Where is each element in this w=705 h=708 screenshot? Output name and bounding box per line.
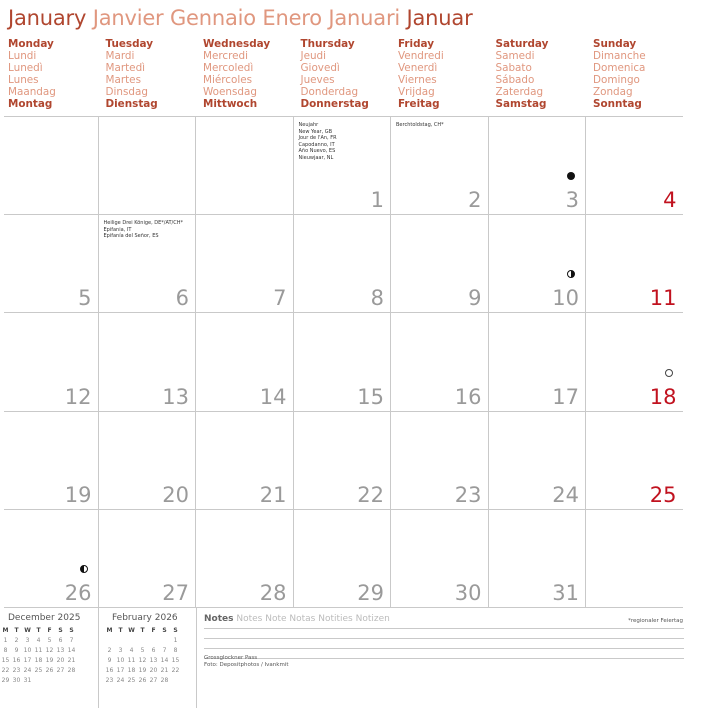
moon-phase-new-icon: [567, 172, 575, 180]
day-number: 21: [259, 482, 287, 507]
weekday-label-it: Martedì: [105, 62, 146, 74]
day-cell-15[interactable]: [293, 312, 391, 410]
weekday-label-nl: Vrijdag: [398, 86, 435, 98]
day-number: 20: [162, 482, 189, 507]
mini-day: 24: [23, 666, 32, 674]
mini-day: [55, 675, 66, 685]
weekday-label-en: Wednesday: [203, 38, 271, 50]
mini-weekday-head: F: [47, 626, 52, 634]
mini-calendar-title: February 2026: [112, 613, 178, 623]
mini-day: 17: [23, 656, 32, 664]
weekday-label-nl: Donderdag: [300, 86, 359, 98]
day-cell-17[interactable]: [488, 312, 586, 410]
mini-day: 11: [127, 656, 136, 664]
holiday-entry: Epifanía del Señor, ES: [103, 233, 159, 240]
mini-calendar-title: December 2025: [8, 613, 81, 623]
day-number: 8: [370, 286, 384, 311]
month-grid: [0, 116, 683, 607]
day-number: 18: [649, 384, 677, 409]
month-title-en: January: [8, 6, 87, 30]
mini-day: 13: [149, 656, 158, 664]
mini-weekday-head: S: [162, 626, 167, 634]
day-number: 1: [370, 188, 384, 213]
mini-day: 16: [12, 656, 21, 664]
day-number: 13: [162, 384, 189, 409]
mini-day: 21: [67, 656, 76, 664]
day-cell-25[interactable]: [585, 411, 683, 509]
mini-day: 25: [34, 666, 43, 674]
day-number: 22: [357, 482, 384, 507]
mini-day: 30: [12, 676, 21, 684]
day-cell-12[interactable]: [0, 312, 98, 410]
empty-day-cell: [195, 116, 293, 214]
day-cell-23[interactable]: [390, 411, 488, 509]
notes-line: [204, 628, 684, 629]
holiday-entry: Año Nuevo, ES: [298, 148, 336, 154]
day-number: 2: [468, 188, 482, 213]
empty-day-cell: [585, 509, 683, 607]
weekday-label-es: Jueves: [300, 74, 335, 86]
weekday-label-nl: Woensdag: [203, 86, 257, 98]
day-number: 17: [552, 384, 579, 409]
weekday-label-de: Mittwoch: [203, 98, 258, 110]
weekday-column-monday: [8, 38, 105, 110]
mini-day: 26: [138, 676, 147, 684]
month-title-de: Januar: [406, 6, 473, 30]
mini-day: 11: [34, 646, 43, 654]
weekday-label-nl: Maandag: [8, 86, 56, 98]
mini-weekday-head: T: [140, 626, 145, 634]
weekday-column-friday: [398, 38, 495, 110]
mini-day: 28: [67, 666, 76, 674]
weekday-label-fr: Samedi: [495, 50, 535, 62]
day-cell-10[interactable]: [488, 214, 586, 312]
photo-credit: [204, 655, 289, 669]
mini-day: 22: [171, 666, 180, 674]
weekday-label-nl: Zaterdag: [495, 86, 544, 98]
weekday-label-de: Freitag: [398, 98, 440, 110]
mini-weekday-head: T: [36, 626, 41, 634]
day-number: 31: [552, 580, 579, 605]
weekday-column-tuesday: [106, 38, 203, 110]
mini-day: 12: [45, 646, 54, 654]
day-cell-16[interactable]: [390, 312, 488, 410]
mini-day: 4: [36, 636, 41, 644]
day-cell-3[interactable]: [488, 116, 586, 214]
weekday-label-de: Sonntag: [593, 98, 642, 110]
day-number: 7: [273, 286, 287, 311]
mini-day: 16: [105, 666, 114, 674]
holiday-list: [396, 122, 444, 129]
mini-day: 8: [3, 646, 8, 654]
mini-day: 29: [1, 676, 10, 684]
mini-calendar-december-2025: [0, 613, 92, 685]
mini-day: 24: [116, 676, 125, 684]
weekday-label-nl: Zondag: [593, 86, 633, 98]
weekday-label-de: Samstag: [495, 98, 547, 110]
holiday-entry: Nieuwjaar, NL: [298, 154, 334, 161]
mini-day: 3: [118, 646, 123, 654]
day-number: 4: [663, 188, 677, 213]
mini-weekday-head: S: [69, 626, 74, 634]
weekday-label-de: Montag: [8, 98, 53, 110]
holiday-entry: New Year, GB: [298, 128, 333, 135]
photo-credit-location: Grossglockner Pass: [204, 655, 258, 661]
mini-day: 14: [67, 646, 76, 654]
day-number: 19: [64, 482, 92, 507]
holiday-entry: Neujahr: [298, 122, 319, 128]
day-number: 5: [78, 286, 92, 311]
mini-day: 5: [140, 646, 145, 654]
day-cell-24[interactable]: [488, 411, 586, 509]
mini-calendar-february-2026: [104, 613, 196, 685]
mini-day: 17: [116, 666, 125, 674]
weekday-column-sunday: [593, 38, 690, 110]
mini-day: 23: [105, 676, 114, 684]
holiday-entry: Jour de l'An, FR: [298, 135, 337, 141]
mini-day: [104, 635, 115, 645]
weekday-label-fr: Mercredi: [203, 50, 249, 62]
weekday-label-en: Monday: [8, 38, 54, 50]
day-cell-2[interactable]: [390, 116, 488, 214]
day-cell-1[interactable]: [293, 116, 391, 214]
mini-day: 22: [1, 666, 10, 674]
day-number: 15: [357, 384, 384, 409]
holiday-list: [104, 220, 184, 240]
notes-area[interactable]: [204, 614, 684, 624]
weekday-label-es: Martes: [105, 74, 141, 86]
mini-day: 8: [173, 646, 178, 654]
mini-weekday-head: S: [173, 626, 178, 634]
mini-calendar-table: [0, 625, 77, 685]
day-cell-8[interactable]: [293, 214, 391, 312]
mini-day: 19: [138, 666, 147, 674]
holiday-entry: Capodanno, IT: [298, 141, 335, 148]
holiday-entry: Heilige Drei Könige, DE*/AT/CH*: [103, 220, 183, 227]
weekday-label-it: Venerdì: [398, 62, 438, 74]
mini-weekday-head: T: [14, 626, 19, 634]
mini-day: 1: [173, 636, 178, 644]
day-cell-18[interactable]: [585, 312, 683, 410]
mini-day: 10: [116, 656, 125, 664]
mini-day: 27: [149, 676, 158, 684]
mini-day: [44, 675, 55, 685]
mini-day: 20: [149, 666, 158, 674]
mini-weekday-head: T: [118, 626, 123, 634]
mini-day: [159, 635, 170, 645]
day-cell-7[interactable]: [195, 214, 293, 312]
notes-title: [204, 614, 684, 624]
day-number: 29: [357, 580, 384, 605]
weekday-label-it: Lunedì: [8, 62, 43, 74]
day-number: 25: [649, 482, 677, 507]
notes-title-translations: Notes Note Notas Notities Notizen: [236, 614, 390, 624]
weekday-header: [0, 38, 705, 116]
day-number: 27: [162, 580, 189, 605]
day-number: 10: [552, 286, 579, 311]
day-cell-14[interactable]: [195, 312, 293, 410]
weekday-label-es: Miércoles: [203, 74, 253, 86]
day-number: 16: [454, 384, 482, 409]
day-number: 28: [259, 580, 287, 605]
day-cell-5[interactable]: [0, 214, 98, 312]
holiday-entry: Epifania, IT: [103, 226, 132, 233]
mini-day: [126, 635, 137, 645]
mini-day: 23: [12, 666, 21, 674]
mini-weekday-head: M: [2, 626, 9, 634]
weekday-label-fr: Vendredi: [398, 50, 444, 62]
weekday-label-es: Sábado: [495, 74, 535, 86]
day-cell-26[interactable]: [0, 509, 98, 607]
mini-day: 4: [129, 646, 134, 654]
weekday-column-wednesday: [203, 38, 300, 110]
mini-weekday-head: F: [151, 626, 156, 634]
mini-day: 15: [1, 656, 10, 664]
day-cell-28[interactable]: [195, 509, 293, 607]
mini-day: 27: [56, 666, 65, 674]
mini-day: 9: [107, 656, 112, 664]
holiday-list: [299, 122, 337, 161]
holiday-entry: Berchtoldstag, CH*: [396, 122, 444, 128]
day-cell-22[interactable]: [293, 411, 391, 509]
day-cell-13[interactable]: [98, 312, 196, 410]
mini-day: 5: [47, 636, 52, 644]
footer-divider: [98, 607, 99, 708]
day-cell-27[interactable]: [98, 509, 196, 607]
weekday-label-en: Thursday: [300, 38, 355, 50]
mini-weekday-head: W: [24, 626, 31, 634]
day-number: 24: [552, 482, 579, 507]
empty-day-cell: [98, 116, 196, 214]
regional-holiday-note: *regionaler Feiertag: [628, 618, 683, 624]
moon-phase-half-last-icon: [80, 565, 88, 573]
mini-day: 10: [23, 646, 32, 654]
weekday-label-en: Saturday: [495, 38, 549, 50]
weekday-label-nl: Dinsdag: [105, 86, 148, 98]
mini-day: [170, 675, 181, 685]
mini-day: 19: [45, 656, 54, 664]
photo-credit-source: Foto: Depositphotos / Ivankmit: [204, 662, 289, 668]
month-title-translations: Janvier Gennaio Enero Januari: [92, 6, 401, 30]
weekday-label-fr: Mardi: [105, 50, 135, 62]
day-cell-11[interactable]: [585, 214, 683, 312]
day-cell-31[interactable]: [488, 509, 586, 607]
mini-day: 3: [25, 636, 30, 644]
mini-calendar-table: [104, 625, 181, 685]
weekday-label-de: Dienstag: [105, 98, 158, 110]
day-number: 11: [649, 286, 677, 311]
weekday-label-es: Domingo: [593, 74, 640, 86]
weekday-label-fr: Dimanche: [593, 50, 646, 62]
weekday-label-it: Giovedì: [300, 62, 340, 74]
day-number: 3: [565, 188, 579, 213]
day-number: 12: [64, 384, 92, 409]
mini-day: 6: [151, 646, 156, 654]
notes-title-main: Notes: [204, 614, 234, 624]
mini-day: 26: [45, 666, 54, 674]
mini-day: 13: [56, 646, 65, 654]
mini-day: 28: [160, 676, 169, 684]
mini-day: 9: [14, 646, 19, 654]
weekday-label-fr: Jeudi: [300, 50, 327, 62]
day-number: 6: [175, 286, 189, 311]
footer-divider: [196, 607, 197, 708]
mini-weekday-head: M: [106, 626, 113, 634]
day-cell-29[interactable]: [293, 509, 391, 607]
day-cell-9[interactable]: [390, 214, 488, 312]
day-number: 30: [454, 580, 482, 605]
mini-day: 7: [69, 636, 74, 644]
weekday-column-thursday: [301, 38, 398, 110]
mini-day: 25: [127, 676, 136, 684]
weekday-label-it: Domenica: [593, 62, 646, 74]
mini-day: 21: [160, 666, 169, 674]
weekday-label-en: Tuesday: [105, 38, 153, 50]
mini-day: 2: [14, 636, 19, 644]
weekday-label-es: Lunes: [8, 74, 39, 86]
moon-phase-half-first-icon: [567, 270, 575, 278]
day-cell-4[interactable]: [585, 116, 683, 214]
mini-day: 18: [127, 666, 136, 674]
mini-day: [148, 635, 159, 645]
mini-day: [66, 675, 77, 685]
weekday-label-en: Friday: [398, 38, 435, 50]
mini-day: 1: [3, 636, 8, 644]
day-number: 14: [259, 384, 287, 409]
weekday-label-de: Donnerstag: [300, 98, 369, 110]
day-cell-30[interactable]: [390, 509, 488, 607]
weekday-label-it: Sabato: [495, 62, 532, 74]
day-number: 9: [468, 286, 482, 311]
day-cell-19[interactable]: [0, 411, 98, 509]
mini-day: 2: [107, 646, 112, 654]
day-cell-21[interactable]: [195, 411, 293, 509]
mini-day: [33, 675, 44, 685]
mini-day: [137, 635, 148, 645]
day-number: 23: [454, 482, 482, 507]
mini-day: 20: [56, 656, 65, 664]
mini-day: 15: [171, 656, 180, 664]
mini-weekday-head: S: [58, 626, 63, 634]
mini-day: 12: [138, 656, 147, 664]
mini-day: [115, 635, 126, 645]
mini-day: 6: [58, 636, 63, 644]
month-title: [8, 6, 473, 30]
footer: [0, 607, 705, 708]
mini-day: 31: [23, 676, 32, 684]
mini-day: 18: [34, 656, 43, 664]
weekday-label-en: Sunday: [593, 38, 637, 50]
day-cell-20[interactable]: [98, 411, 196, 509]
mini-day: 14: [160, 656, 169, 664]
weekday-column-saturday: [496, 38, 593, 110]
weekday-label-es: Viernes: [398, 74, 437, 86]
moon-phase-full-icon: [665, 369, 673, 377]
empty-day-cell: [0, 116, 98, 214]
notes-line: [204, 648, 684, 649]
mini-weekday-head: W: [128, 626, 135, 634]
weekday-label-it: Mercoledì: [203, 62, 254, 74]
notes-line: [204, 638, 684, 639]
weekday-label-fr: Lundi: [8, 50, 37, 62]
day-number: 26: [64, 580, 92, 605]
day-cell-6[interactable]: [98, 214, 196, 312]
mini-day: 7: [162, 646, 167, 654]
